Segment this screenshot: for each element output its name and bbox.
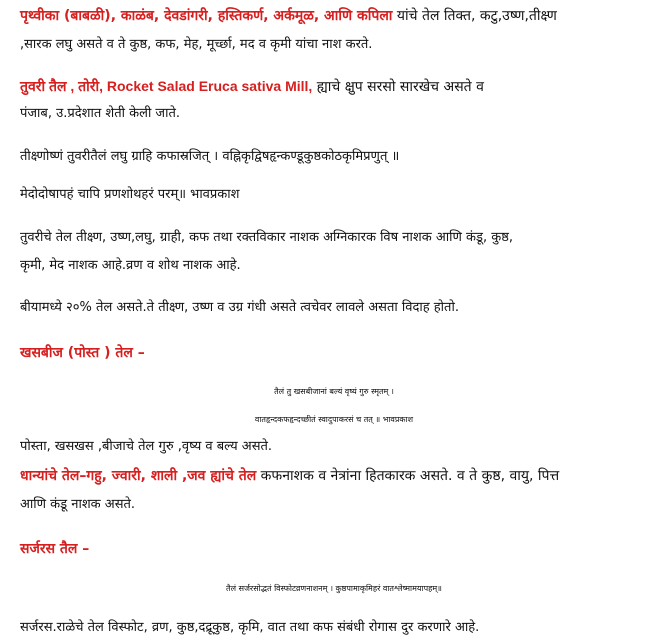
tuvari-description-line-1: तुवरीचे तेल तीक्ष्ण, उष्ण,लघु, ग्राही, कफ तथा रक्तविकार नाशक अग्निकारक विष नाशक आणि कंडू, कुष्ठ, [20, 230, 514, 245]
sarjaras-heading: सर्जरस तैल – [20, 541, 90, 557]
khasbij-sloka-2: वातहृन्दकफहृन्दच्छीतं स्वादुपाकरसं च तत् ॥ भावप्रकाश [254, 415, 414, 424]
tuvari-oil-line-2: पंजाब, उ.प्रदेशात शेती केली जाते. [20, 106, 180, 121]
tuvari-sloka-1: तीक्ष्णोष्णं तुवरीतैलं लघु ग्राहि कफास्रजित् । वह्निकृद्विषहृन्कण्डूकुष्ठकोठकृमिप्रणुत् ॥ [20, 149, 400, 164]
prithvika-oil-line-1 [20, 7, 557, 25]
grain-oil-line-1 [20, 467, 559, 485]
khasbij-sloka-1: तैलं तु खसबीजानां बल्यं वृष्यं गुरु स्मृतम् । [274, 387, 394, 396]
tuvari-oil-line-1 [20, 77, 484, 96]
prithvika-text-1: यांचे तेल तिक्त, कटु,उष्ण,तीक्ष्ण [392, 8, 557, 24]
tuvari-sloka-2: मेदोदोषापहं चापि प्रणशोथहरं परम्॥ भावप्रकाश [20, 187, 240, 202]
tuvari-heading: तुवरी तैल , तोरी, Rocket Salad Eruca sativa Mill, [20, 78, 313, 94]
seed-oil-content-text: बीयामध्ये २०% तेल असते.ते तीक्ष्ण, उष्ण व उग्र गंधी असते त्वचेवर लावले असता विदाह होतो. [20, 300, 459, 315]
grain-oil-text-1: कफनाशक व नेत्रांना हितकारक असते. व ते कुष्ठ, वायु, पित्त [256, 468, 560, 484]
khasbij-heading: खसबीज (पोस्त ) तेल – [20, 345, 145, 361]
tuvari-description-line-2: कृमी, मेद नाशक आहे.व्रण व शोथ नाशक आहे. [20, 258, 241, 273]
prithvika-oil-line-2: ,सारक लघु असते व ते कुष्ठ, कफ, मेह, मूर्च्छा, मद व कृमी यांचा नाश करते. [20, 37, 373, 52]
tuvari-text-1: ह्याचे क्षुप सरसो सारखेच असते व [312, 79, 484, 95]
prithvika-heading: पृथ्वीका (बाबळी), काळंब, देवडांगरी, हस्तिकर्ण, अर्कमूळ, आणि कपिला [20, 8, 393, 24]
sarjaras-description: सर्जरस.राळेचे तेल विस्फोट, व्रण, कुष्ठ,दद्रूकुष्ठ, कृमि, वात तथा कफ संबंधी रोगास दुर करणारे आहे. [20, 620, 480, 635]
grain-oil-line-2: आणि कंडू नाशक असते. [20, 497, 136, 512]
grain-oil-heading: धान्यांचे तेल–गहु, ज्वारी, शाली ,जव ह्यांचे तेल [20, 468, 257, 484]
sarjaras-sloka: तैलं सर्जरसोद्भतं विस्फोटव्रणनाशनम् । कुष्ठपामाकृमिहरं वातश्लेष्मामयापहम्॥ [226, 584, 442, 593]
khasbij-description: पोस्ता, खसखस ,बीजाचे तेल गुरु ,वृष्य व बल्य असते. [20, 439, 273, 454]
